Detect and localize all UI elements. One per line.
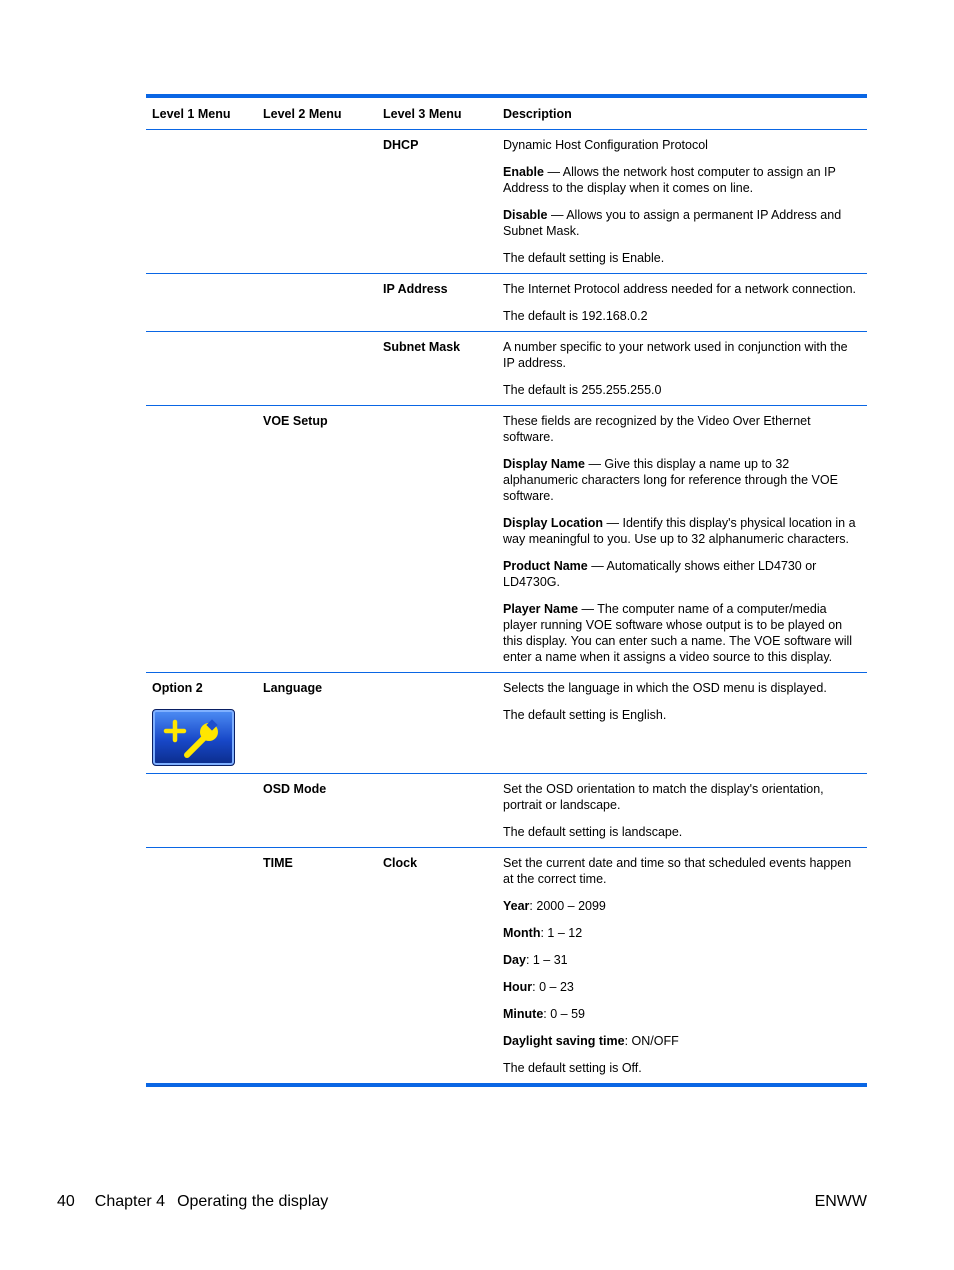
description-term: Daylight saving time [503, 1034, 625, 1048]
description-text: The default is 255.255.255.0 [503, 383, 662, 397]
level-1-cell [146, 406, 257, 673]
description-paragraph [503, 824, 861, 840]
level-3-cell [377, 332, 497, 406]
level-2-cell [257, 274, 377, 332]
description-term: Hour [503, 980, 533, 994]
level-2-cell [257, 848, 377, 1086]
table-row [146, 848, 867, 1086]
description-paragraph [503, 898, 861, 914]
description-paragraph [503, 413, 861, 445]
level-3-label: Subnet Mask [383, 340, 461, 354]
page-footer [57, 1192, 867, 1212]
description-text: : 0 – 23 [532, 980, 574, 994]
description-paragraph [503, 1006, 861, 1022]
table-body [146, 130, 867, 1086]
description-paragraph [503, 308, 861, 324]
description-text: : 1 – 12 [540, 926, 583, 940]
description-text: The default setting is landscape. [503, 825, 683, 839]
table-row [146, 274, 867, 332]
description-paragraph [503, 855, 861, 887]
level-1-cell [146, 673, 257, 774]
level-2-cell [257, 332, 377, 406]
level-2-cell [257, 673, 377, 774]
description-cell [497, 130, 867, 274]
table-row [146, 673, 867, 774]
osd-menu-table [146, 94, 867, 1087]
level-1-cell [146, 332, 257, 406]
description-text: Dynamic Host Configuration Protocol [503, 138, 708, 152]
description-text: — Automatically shows either LD4730 or LD4730G. [503, 559, 817, 589]
description-paragraph [503, 952, 861, 968]
description-paragraph [503, 1060, 861, 1076]
level-3-label: DHCP [383, 138, 419, 152]
option-tools-icon [152, 709, 235, 766]
level-2-label: TIME [263, 856, 293, 870]
description-text: — Allows you to assign a permanent IP Address and Subnet Mask. [503, 208, 842, 238]
description-term: Display Location [503, 516, 604, 530]
header-level-2: Level 2 Menu [263, 107, 342, 121]
level-2-label: Language [263, 681, 323, 695]
description-term: Disable [503, 208, 548, 222]
description-term: Player Name [503, 602, 579, 616]
chapter-label: Chapter 4 [94, 1193, 166, 1210]
description-paragraph [503, 707, 861, 723]
footer-left [57, 1192, 328, 1212]
level-3-label: IP Address [383, 282, 448, 296]
table-row [146, 130, 867, 274]
level-1-cell [146, 130, 257, 274]
level-1-label: Option 2 [152, 681, 203, 695]
description-text: : 0 – 59 [543, 1007, 585, 1021]
table-row [146, 332, 867, 406]
description-term: Day [503, 953, 526, 967]
description-term: Display Name [503, 457, 585, 471]
level-1-cell [146, 274, 257, 332]
description-text: The default setting is Off. [503, 1061, 642, 1075]
level-2-cell [257, 774, 377, 848]
header-description: Description [503, 107, 572, 121]
level-3-cell [377, 673, 497, 774]
description-paragraph [503, 250, 861, 266]
header-level-3: Level 3 Menu [383, 107, 462, 121]
chapter-title: Operating the display [177, 1193, 329, 1210]
level-3-cell [377, 274, 497, 332]
description-text: : 1 – 31 [525, 953, 568, 967]
description-term: Month [503, 926, 541, 940]
description-cell [497, 848, 867, 1086]
description-term: Product Name [503, 559, 588, 573]
level-3-cell [377, 130, 497, 274]
description-text: Set the current date and time so that scheduled events happen at the correct time. [503, 856, 852, 886]
description-text: — The computer name of a computer/media player running VOE software whose output is to be played on this display. You can enter such a name. The VOE software will enter a name when it assigns a video source to this display. [503, 602, 853, 664]
description-paragraph [503, 281, 861, 297]
description-cell [497, 274, 867, 332]
description-paragraph [503, 339, 861, 371]
description-cell [497, 332, 867, 406]
description-cell [497, 673, 867, 774]
description-paragraph [503, 137, 861, 153]
table-row [146, 406, 867, 673]
description-text: — Identify this display's physical location in a way meaningful to you. Use up to 32 alphanumeric characters. [503, 516, 856, 546]
level-1-cell [146, 848, 257, 1086]
level-2-label: VOE Setup [263, 414, 328, 428]
description-text: Set the OSD orientation to match the display's orientation, portrait or landscape. [503, 782, 824, 812]
description-paragraph [503, 558, 861, 590]
description-text: These fields are recognized by the Video Over Ethernet software. [503, 414, 811, 444]
description-paragraph [503, 164, 861, 196]
description-text: : ON/OFF [624, 1034, 679, 1048]
description-text: Selects the language in which the OSD menu is displayed. [503, 681, 827, 695]
page-number: 40 [57, 1193, 75, 1210]
description-text: The default setting is English. [503, 708, 667, 722]
description-text: The default is 192.168.0.2 [503, 309, 648, 323]
description-term: Minute [503, 1007, 544, 1021]
description-paragraph [503, 515, 861, 547]
description-paragraph [503, 207, 861, 239]
description-paragraph [503, 601, 861, 665]
description-text: : 2000 – 2099 [529, 899, 606, 913]
description-cell [497, 774, 867, 848]
description-paragraph [503, 781, 861, 813]
level-3-cell [377, 848, 497, 1086]
description-paragraph [503, 925, 861, 941]
description-text: A number specific to your network used in conjunction with the IP address. [503, 340, 848, 370]
description-paragraph [503, 382, 861, 398]
description-term: Enable [503, 165, 544, 179]
description-cell [497, 406, 867, 673]
description-paragraph [503, 979, 861, 995]
level-2-cell [257, 406, 377, 673]
level-3-label: Clock [383, 856, 418, 870]
description-paragraph [503, 456, 861, 504]
footer-enww: ENWW [814, 1193, 867, 1210]
description-text: The default setting is Enable. [503, 251, 665, 265]
description-paragraph [503, 1033, 861, 1049]
level-2-cell [257, 130, 377, 274]
level-3-cell [377, 406, 497, 673]
table-header-row [146, 96, 867, 130]
level-2-label: OSD Mode [263, 782, 327, 796]
description-text: — Give this display a name up to 32 alphanumeric characters long for reference through the VOE software. [503, 457, 838, 503]
level-1-cell [146, 774, 257, 848]
description-paragraph [503, 680, 861, 696]
description-text: The Internet Protocol address needed for a network connection. [503, 282, 856, 296]
header-level-1: Level 1 Menu [152, 107, 231, 121]
table-row [146, 774, 867, 848]
description-text: — Allows the network host computer to assign an IP Address to the display when it comes on line. [503, 165, 836, 195]
description-term: Year [503, 899, 530, 913]
level-3-cell [377, 774, 497, 848]
